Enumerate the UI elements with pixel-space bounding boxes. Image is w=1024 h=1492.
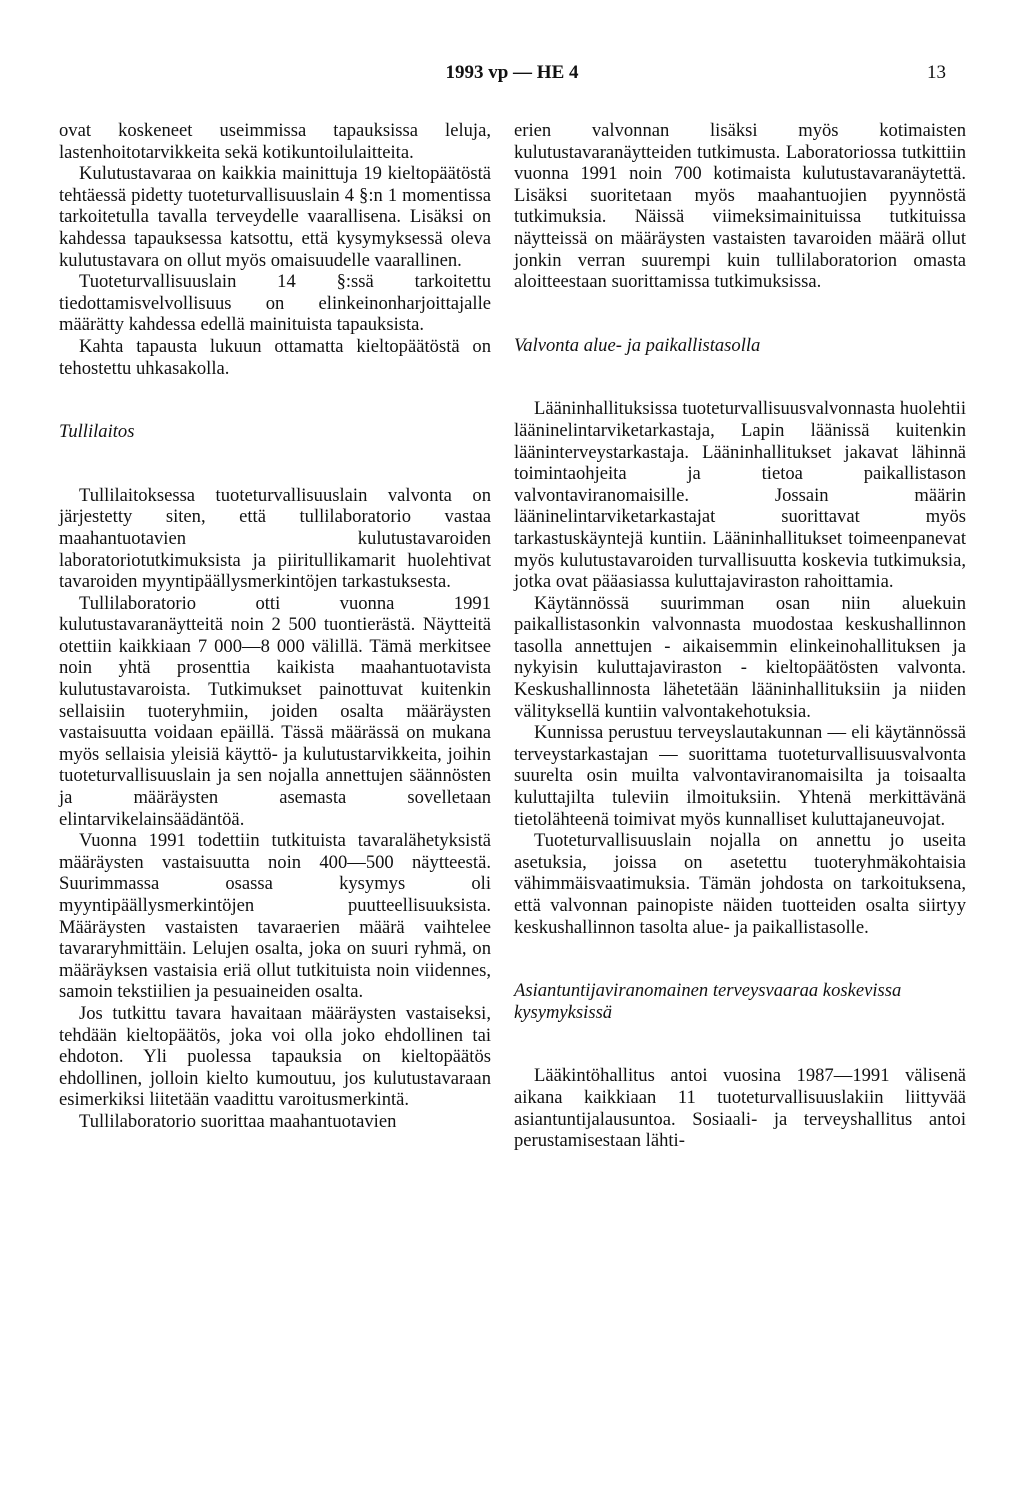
paragraph: Tullilaboratorio suorittaa maahantuotavien bbox=[79, 1110, 397, 1132]
paragraph: Vuonna 1991 todettiin tutkituista tavaralähetyksistä määräysten vastaisuutta noin 400—500 näytteestä. Suurimmassa osassa kysymys oli myyntipäällysmerkintöjen puutteellisuuksista. Määräysten vastaisten tavaraerien määrä vaihtelee tavararyhmittäin. Lelujen osalta, joka on suuri ryhmä, on määräyksen vastaisia eriä ollut tutkituista noin viidennes, samoin tekstiilien ja pesuaineiden osalta. bbox=[59, 830, 491, 1003]
paragraph: Tullilaitoksessa tuoteturvallisuuslain valvonta on järjestetty siten, että tullilaboratorio vastaa maahantuotavien kulutustavaroiden laboratoriotutkimuksista ja piiritullikamarit huolehtivat tavaroiden myyntipäällysmerkintöjen tarkastuksesta. bbox=[59, 484, 491, 593]
paragraph: Lääninhallituksissa tuoteturvallisuusvalvonnasta huolehtii lääninelintarviketarkastaja, Lapin läänissä kuitenkin lääninterveystarkastaja. Lääninhallitukset jakavat lähinnä toimintaohjeita ja tietoa paikallistason valvontaviranomaisille. Jossain määrin lääninelintarviketarkastajat suorittavat myös tarkastuskäyntejä kuntiin. Lääninhallitukset toimeenpanevat myös kulutustavaroiden turvallisuutta koskevia tutkimuksia, jotka ovat pääasiassa kuluttajaviraston rahoittamia. bbox=[514, 398, 966, 593]
page-header bbox=[0, 62, 1024, 92]
right-column bbox=[514, 120, 966, 1152]
paragraph: Kulutustavaraa on kaikkia mainittuja 19 kieltopäätöstä tehtäessä pidetty tuoteturvallisuuslain 4 §:n 1 momentissa tarkoitetulla tavalla terveydelle vaarallisena. Lisäksi on kahdessa tapauksessa katsottu, että kysymyksessä oleva kulutustavara on ollut myös omaisuudelle vaarallinen. bbox=[59, 163, 491, 271]
section-heading-asiantuntija: Asiantuntijaviranomainen terveysvaaraa koskevissa kysymyksissä bbox=[514, 980, 902, 1023]
paragraph: Jos tutkittu tavara havaitaan määräysten vastaiseksi, tehdään kieltopäätös, joka voi olla joko ehdollinen tai ehdoton. Yli puolessa tapauksia on kieltopäätös ehdollinen, jolloin kielto kumoutuu, jos kulutustavaraan esimerkiksi liitetään vaadittu varoitusmerkintä. bbox=[59, 1002, 491, 1111]
paragraph: Tullilaboratorio otti vuonna 1991 kulutustavaranäytteitä noin 2 500 tuontierästä. Näytteitä otettiin kaikkiaan 7 000—8 000 välillä. Tämä merkitsee noin yhtä prosenttia kaikista maahantuotavista kulutustavaroista. Tutkimukset painottuvat kuitenkin sellaisiin tuoteryhmiin, joiden osalta määräysten vastaisuutta voidaan epäillä. Tässä määrässä on mukana myös sellaisia yleisiä käyttö- ja kulutustarvikkeita, joihin tuoteturvallisuuslain ja sen nojalla annettujen säännösten ja määräysten asemasta sovelletaan elintarvikelainsäädäntöä. bbox=[59, 592, 491, 830]
running-title: 1993 vp — HE 4 bbox=[445, 62, 579, 83]
paragraph: erien valvonnan lisäksi myös kotimaisten kulutustavaranäytteiden tutkimusta. Laboratoriossa tutkittiin vuonna 1991 noin 700 kotimaista kulutustavaranäytettä. Lisäksi suoritetaan myös maahantuojien pyynnöstä tutkimuksia. Näissä viimeksimainituissa tutkituissa näytteissä on määräysten vastaisten tavaroiden määrä ollut jonkin verran suurempi kuin tullilaboratorion omasta aloitteestaan suorittamissa tutkimuksissa. bbox=[514, 120, 966, 293]
paragraph: ovat koskeneet useimmissa tapauksissa leluja, lastenhoitotarvikkeita sekä kotikuntoilulaitteita. bbox=[59, 120, 491, 163]
section-heading-valvonta: Valvonta alue- ja paikallistasolla bbox=[514, 334, 761, 356]
paragraph: Kunnissa perustuu terveyslautakunnan — eli käytännössä terveystarkastajan — suorittama tuoteturvallisuusvalvonta suurelta osin muilta valvontaviranomaisilta ja toisaalta kuluttajilta tuleviin ilmoituksiin. Yhtenä merkittävänä tietolähteenä toimivat myös kunnalliset kuluttajaneuvojat. bbox=[514, 722, 966, 830]
paragraph: Kahta tapausta lukuun ottamatta kieltopäätöstä on tehostettu uhkasakolla. bbox=[59, 335, 491, 379]
paragraph: Tuoteturvallisuuslain nojalla on annettu jo useita asetuksia, joissa on asetettu tuoteryhmäkohtaisia vähimmäisvaatimuksia. Tämän johdosta on tarkoituksena, että valvonnan painopiste näiden tuotteiden osalta siirtyy keskushallinnon tasolta alue- ja paikallistasolle. bbox=[514, 830, 966, 938]
section-heading-tullilaitos: Tullilaitos bbox=[59, 421, 135, 443]
left-column bbox=[59, 120, 491, 1133]
paragraph: Tuoteturvallisuuslain 14 §:ssä tarkoitettu tiedottamisvelvollisuus on elinkeinonharjoittajalle määrätty kahdessa edellä mainituista tapauksista. bbox=[59, 271, 491, 336]
paragraph: Lääkintöhallitus antoi vuosina 1987—1991 välisenä aikana kaikkiaan 11 tuoteturvallisuuslakiin liittyvää asiantuntijalausuntoa. Sosiaali- ja terveyshallitus antoi perustamisestaan lähti- bbox=[514, 1065, 966, 1152]
page-number: 13 bbox=[927, 62, 946, 83]
paragraph: Käytännössä suurimman osan niin aluekuin paikallistasonkin valvonnasta muodostaa keskushallinnon tasolla annettujen - aikaisemmin elinkeinohallituksen ja nykyisin kuluttajaviraston - kieltopäätösten valvonta. Keskushallinnosta lähetetään lääninhallituksiin ja niiden välityksellä kuntiin valvontakehotuksia. bbox=[514, 592, 966, 722]
